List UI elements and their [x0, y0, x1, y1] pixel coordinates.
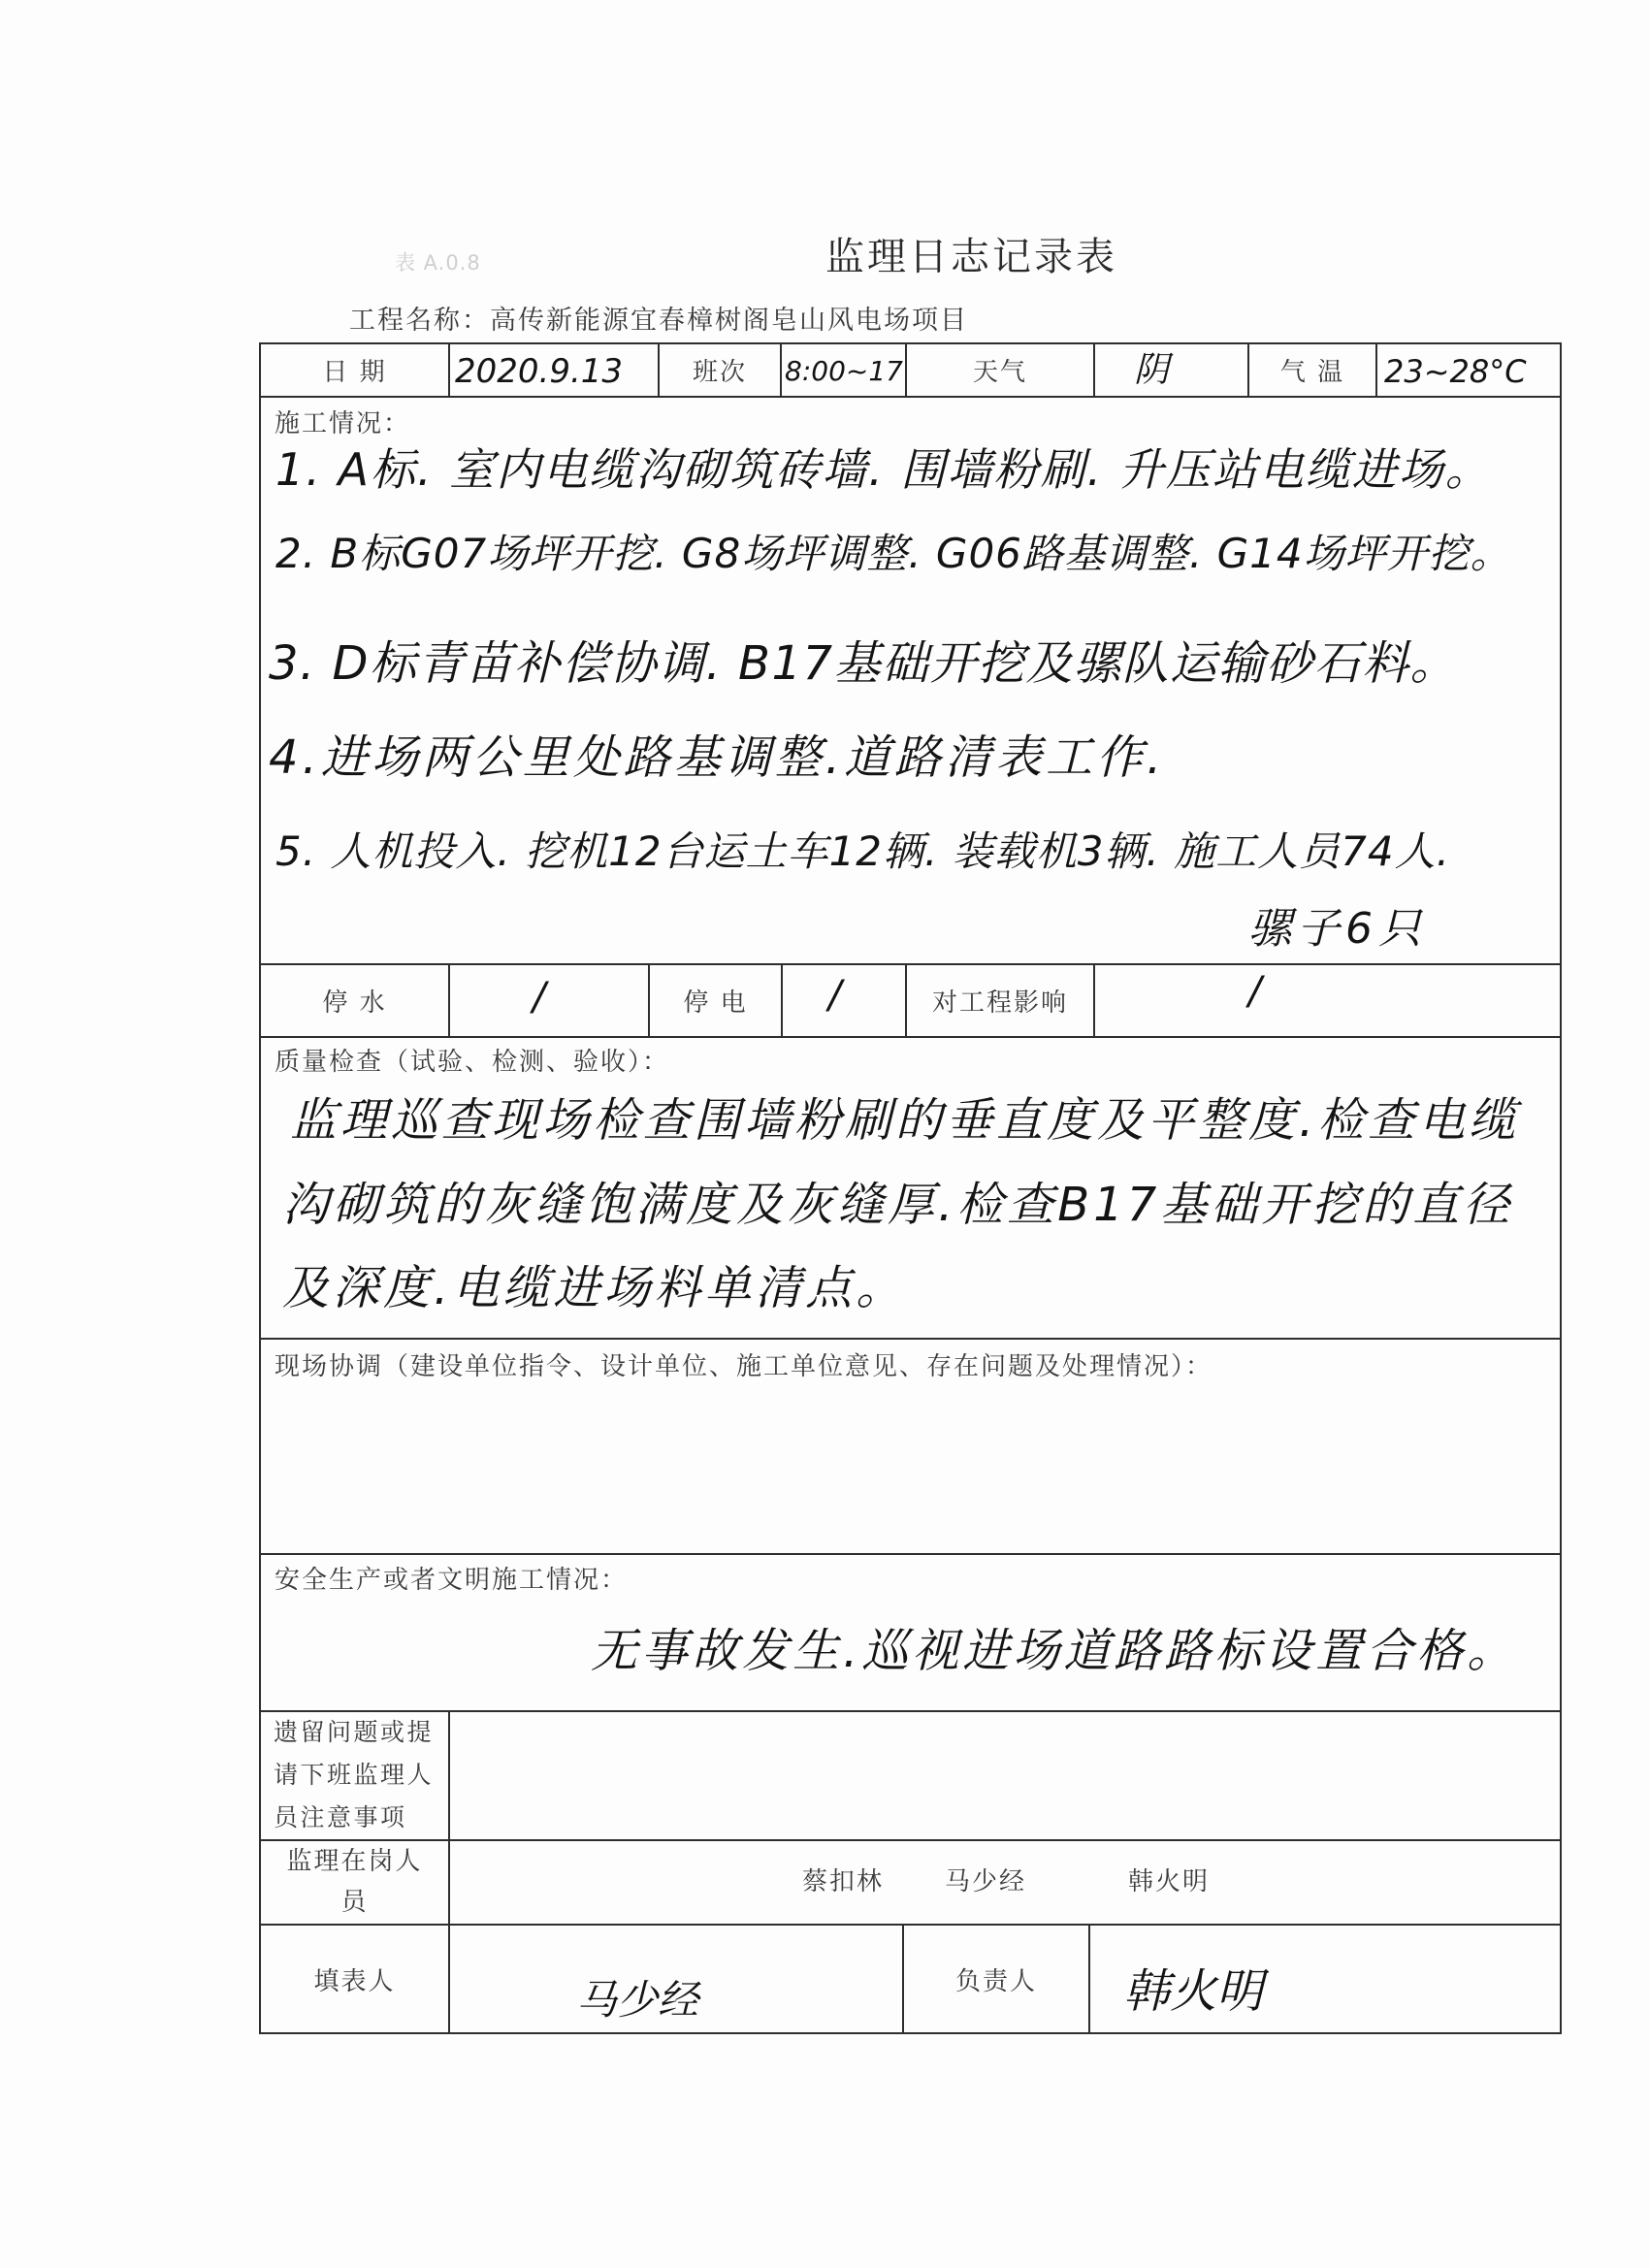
temperature-value: 23~28°C: [1384, 353, 1527, 390]
handover-label-line: 遗留问题或提: [274, 1718, 435, 1746]
staff-label: [261, 1841, 448, 1923]
page-title: 监理日志记录表: [825, 235, 1117, 279]
column-divider: [1093, 344, 1095, 397]
filler-label: 填表人: [313, 1966, 396, 1996]
column-divider: [781, 964, 783, 1037]
row-divider: [261, 1710, 1560, 1712]
row-divider: [261, 396, 1560, 398]
shift-value: 8:00~17: [785, 355, 903, 387]
staff-name: 韩火明: [1128, 1867, 1211, 1896]
date-label: 日 期: [322, 358, 387, 387]
construction-line: 2. B标G07场坪开挖. G8场坪调整. G06路基调整. G14场坪开挖。: [275, 530, 1512, 577]
column-divider: [1375, 344, 1377, 397]
log-table: [259, 342, 1562, 2034]
lead-signature: 韩火明: [1123, 1964, 1264, 2019]
row-divider: [261, 1338, 1560, 1340]
construction-line: 4.进场两公里处路基调整.道路清表工作.: [269, 730, 1166, 785]
shift-label: 班次: [692, 358, 747, 387]
coordination-label: 现场协调（建设单位指令、设计单位、施工单位意见、存在问题及处理情况）：: [275, 1352, 1213, 1381]
construction-line: 骡子6只: [1248, 904, 1427, 954]
project-label: 工程名称：: [349, 306, 490, 336]
row-divider: [261, 1839, 1560, 1841]
staff-label-line: 监理在岗人: [286, 1847, 423, 1876]
project-name: [349, 305, 968, 338]
construction-line: 5. 人机投入. 挖机12台运土车12辆. 装载机3辆. 施工人员74人.: [275, 827, 1450, 875]
column-divider: [448, 1840, 450, 1925]
column-divider: [1088, 1925, 1090, 2032]
water-outage-label: 停 水: [322, 988, 387, 1018]
staff-name: 蔡扣林: [802, 1867, 885, 1896]
row-divider: [261, 1553, 1560, 1555]
quality-line: 沟砌筑的灰缝饱满度及灰缝厚.检查B17基础开挖的直径: [282, 1178, 1514, 1232]
construction-line: 1. A标. 室内电缆沟砌筑砖墙. 围墙粉刷. 升压站电缆进场。: [275, 443, 1492, 496]
impact-label: 对工程影响: [931, 988, 1068, 1018]
column-divider: [448, 1711, 450, 1840]
staff-label-line: 员: [340, 1888, 369, 1917]
safety-content: 无事故发生.巡视进场道路路标设置合格。: [591, 1624, 1518, 1678]
column-divider: [448, 964, 450, 1037]
handover-label: [274, 1711, 434, 1839]
water-outage-value: /: [533, 975, 546, 1020]
handover-label-line: 员注意事项: [274, 1803, 407, 1831]
lead-label: 负责人: [954, 1966, 1037, 1996]
power-outage-label: 停 电: [683, 988, 748, 1018]
quality-label: 质量检查（试验、检测、验收）：: [275, 1048, 670, 1077]
quality-line: 监理巡查现场检查围墙粉刷的垂直度及平整度.检查电缆: [290, 1093, 1520, 1148]
construction-line: 3. D标青苗补偿协调. B17基础开挖及骡队运输砂石料。: [269, 636, 1459, 691]
date-value: 2020.9.13: [455, 352, 624, 391]
staff-name: 马少经: [945, 1867, 1027, 1896]
column-divider: [1093, 964, 1095, 1037]
power-outage-value: /: [828, 973, 842, 1018]
column-divider: [448, 1925, 450, 2032]
impact-value: /: [1248, 969, 1262, 1014]
filler-signature: 马少经: [576, 1976, 699, 2024]
temperature-label: 气 温: [1279, 358, 1345, 387]
row-divider: [261, 1036, 1560, 1038]
safety-label: 安全生产或者文明施工情况：: [275, 1566, 629, 1595]
quality-line: 及深度.电缆进场料单清点。: [282, 1261, 907, 1315]
handover-label-line: 请下班监理人: [274, 1761, 435, 1789]
weather-value: 阴: [1134, 350, 1170, 390]
column-divider: [448, 344, 450, 397]
construction-label: 施工情况：: [275, 409, 411, 438]
form-number-ghost: 表 A.0.8: [395, 251, 481, 275]
column-divider: [780, 344, 782, 397]
weather-label: 天气: [972, 358, 1027, 387]
project-value: 高传新能源宜春樟树阁皂山风电场项目: [490, 306, 968, 336]
